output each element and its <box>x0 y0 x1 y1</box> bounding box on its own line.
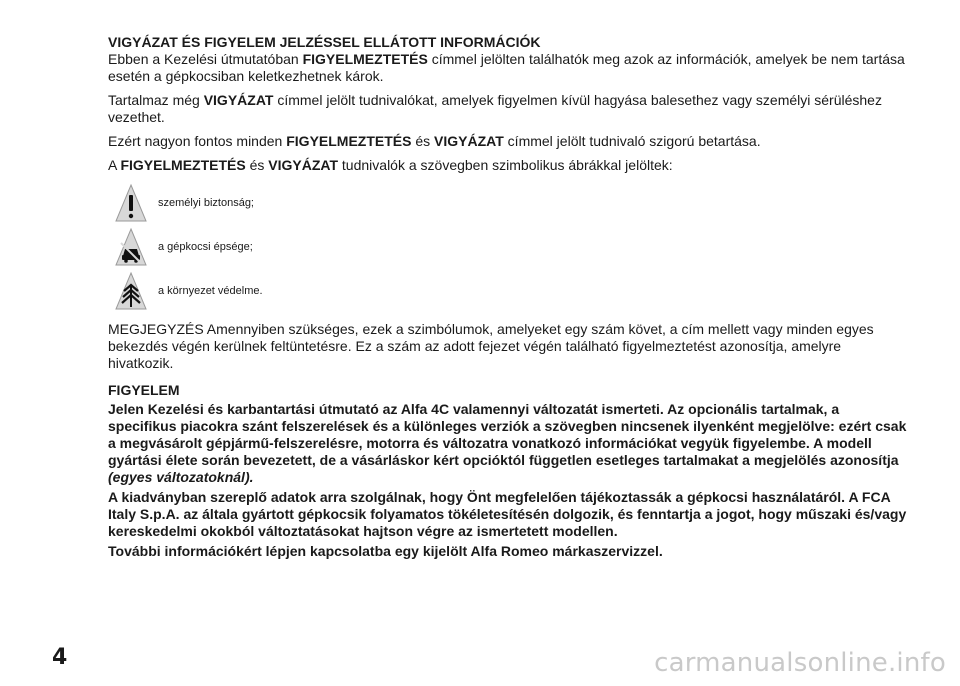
paragraph-4 <box>108 157 908 174</box>
text: és <box>411 133 435 149</box>
text: címmel jelölten találhatók meg azok az információk, amelyek be nem tartása esetén a gépkocsiban keletkezhetnek károk. <box>108 51 905 84</box>
document-body <box>108 34 908 563</box>
symbol-row-vehicle <box>114 225 908 269</box>
keyword-figyelmeztetes: FIGYELMEZTETÉS <box>120 157 246 173</box>
page-number: 4 <box>52 645 68 670</box>
keyword-vigyazat: VIGYÁZAT <box>268 157 339 173</box>
text: címmel jelölt tudnivalókat, amelyek figyelmen kívül hagyása balesethez vagy személyi sérüléshez vezethet. <box>108 92 882 125</box>
warning-exclamation-icon <box>114 183 148 223</box>
warning-paragraph-1 <box>108 401 908 486</box>
paragraph-1 <box>108 51 908 85</box>
text: címmel jelölt tudnivaló szigorú betartása. <box>503 133 761 149</box>
symbol-row-environment <box>114 269 908 313</box>
paragraph-2 <box>108 92 908 126</box>
italic-text: (egyes változatoknál). <box>108 469 254 485</box>
text: Jelen Kezelési és karbantartási útmutató az Alfa 4C valamennyi változatát ismerteti. Az opcionális tartalmak, a specifikus piacokra szánt felszerelések és a különleges verziók a szövegben nincsenek ilyenként megjelölve: ezért csak a megvásárolt gépjármű-felszerelésre, motorra és változatra vonatkozó információkat vegyük figyelembe. A modell gyártási élete során bevezetett, de a vásárláskor kért opcióktól független esetleges tartalmakat a megjelölés azonosítja <box>108 401 907 468</box>
warning-tree-icon <box>114 271 148 311</box>
warning-title: FIGYELEM <box>108 382 180 398</box>
symbol-list <box>108 181 908 313</box>
text: Ezért nagyon fontos minden <box>108 133 287 149</box>
text: Tartalmaz még <box>108 92 204 108</box>
symbol-label: a gépkocsi épsége; <box>158 240 253 253</box>
symbol-row-personal-safety <box>114 181 908 225</box>
section-heading: VIGYÁZAT ÉS FIGYELEM JELZÉSSEL ELLÁTOTT INFORMÁCIÓK <box>108 34 541 50</box>
keyword-figyelmeztetes: FIGYELMEZTETÉS <box>286 133 412 149</box>
text: A <box>108 157 121 173</box>
text: Ebben a Kezelési útmutatóban <box>108 51 303 67</box>
symbol-label: a környezet védelme. <box>158 284 263 297</box>
keyword-figyelmeztetes: FIGYELMEZTETÉS <box>302 51 428 67</box>
watermark: carmanualsonline.info <box>654 648 946 678</box>
note-paragraph: MEGJEGYZÉS Amennyiben szükséges, ezek a szimbólumok, amelyeket egy szám követ, a cím mellett vagy minden egyes bekezdés végén kerülnek feltüntetésre. Ez a szám az adott fejezet végén található figyelmeztetést azonosítja, amelyre hivatkozik. <box>108 321 874 371</box>
warning-paragraph-2: A kiadványban szereplő adatok arra szolgálnak, hogy Önt megfelelően tájékoztassák a gépkocsi használatáról. A FCA Italy S.p.A. az általa gyártott gépkocsik folyamatos tökéletesítésén dolgozik, és fenntartja a jogot, hogy műszaki és/vagy kereskedelmi okokból változtatásokat hajtson végre az ismertetett modellen. <box>108 489 907 539</box>
warning-paragraph-3: További információkért lépjen kapcsolatba egy kijelölt Alfa Romeo márkaszervizzel. <box>108 543 663 559</box>
text: tudnivalók a szövegben szimbolikus ábrákkal jelöltek: <box>338 157 673 173</box>
keyword-vigyazat: VIGYÁZAT <box>203 92 274 108</box>
keyword-vigyazat: VIGYÁZAT <box>434 133 504 149</box>
text: és <box>245 157 269 173</box>
paragraph-3 <box>108 133 908 150</box>
symbol-label: személyi biztonság; <box>158 196 254 209</box>
warning-car-icon <box>114 227 148 267</box>
